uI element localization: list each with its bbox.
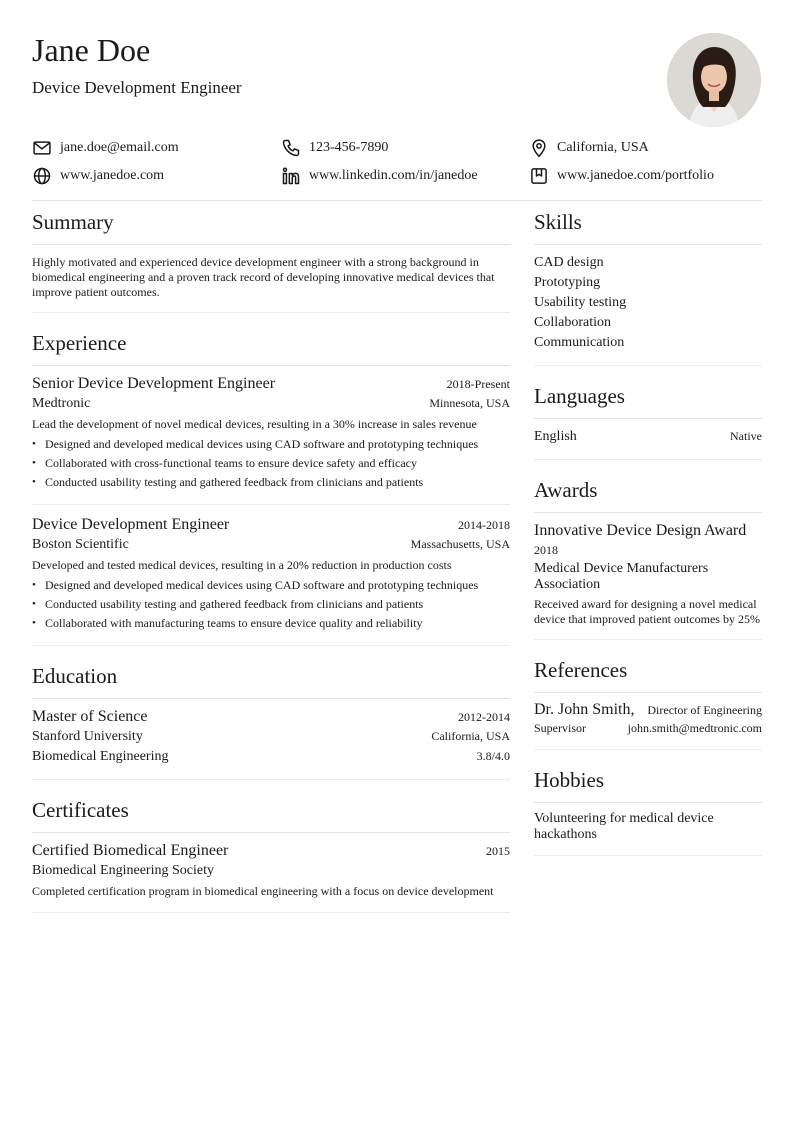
certificates-section (32, 794, 510, 913)
field-of-study: Biomedical Engineering (32, 749, 169, 764)
reference-email[interactable]: john.smith@medtronic.com (627, 721, 762, 735)
gpa: 3.8/4.0 (476, 749, 510, 763)
location-text: California, USA (557, 140, 649, 155)
contact-linkedin[interactable] (281, 166, 529, 186)
contact-email[interactable] (32, 138, 281, 158)
section-title: Hobbies (534, 764, 762, 803)
phone-icon (281, 138, 301, 158)
linkedin-text: www.linkedin.com/in/janedoe (309, 168, 478, 183)
right-column (534, 206, 762, 856)
hobbies-section (534, 764, 762, 856)
section-title: Summary (32, 206, 510, 245)
skills-section (534, 206, 762, 366)
school: Stanford University (32, 729, 143, 744)
mail-icon (32, 138, 52, 158)
section-title: Skills (534, 206, 762, 245)
section-title: Certificates (32, 794, 510, 833)
avatar (667, 33, 761, 127)
experience-entry (32, 374, 510, 504)
job-bullets (32, 435, 510, 492)
summary-section (32, 206, 510, 313)
contact-location (529, 138, 649, 158)
email-text: jane.doe@email.com (60, 140, 179, 155)
list-item: • Designed and developed medical devices using CAD software and prototyping techniques (32, 435, 510, 454)
certificate-name: Certified Biomedical Engineer (32, 842, 229, 859)
section-title: References (534, 654, 762, 693)
job-dates: 2014-2018 (458, 518, 510, 532)
website-text: www.janedoe.com (60, 168, 165, 183)
award-name: Innovative Device Design Award (534, 522, 747, 539)
references-section (534, 654, 762, 750)
linkedin-icon (281, 166, 301, 186)
education-section (32, 660, 510, 780)
certificate-issuer: Biomedical Engineering Society (32, 863, 214, 878)
job-company: Boston Scientific (32, 537, 129, 552)
hobby-item: Volunteering for medical device hackathons (534, 811, 714, 842)
contact-portfolio[interactable] (529, 166, 714, 186)
summary-text: Highly motivated and experienced device development engineer with a strong background in biomedical engineering and a proven track record of developing innovative medical devices that improve patient outcomes. (32, 255, 495, 299)
reference-position: Director of Engineering (647, 703, 762, 717)
contact-website[interactable] (32, 166, 281, 186)
section-title: Languages (534, 380, 762, 419)
certificate-year: 2015 (486, 844, 510, 858)
reference-relation: Supervisor (534, 721, 586, 735)
list-item: • Conducted usability testing and gathered feedback from clinicians and patients (32, 473, 510, 492)
list-item: • Conducted usability testing and gathered feedback from clinicians and patients (32, 595, 510, 614)
job-summary: Developed and tested medical devices, resulting in a 20% reduction in production costs (32, 558, 452, 572)
award-issuer: Medical Device Manufacturers Association (534, 561, 709, 592)
languages-section (534, 380, 762, 460)
job-dates: 2018-Present (446, 377, 510, 391)
bookmark-icon (529, 166, 549, 186)
award-year: 2018 (534, 543, 558, 557)
job-summary: Lead the development of novel medical devices, resulting in a 30% increase in sales revenue (32, 417, 477, 431)
skill-item: CAD design (534, 255, 604, 270)
globe-icon (32, 166, 52, 186)
language-name: English (534, 429, 577, 444)
degree: Master of Science (32, 708, 148, 725)
reference-name: Dr. John Smith, (534, 701, 635, 718)
section-title: Experience (32, 327, 510, 366)
resume-header (32, 30, 632, 98)
job-location: Minnesota, USA (429, 396, 510, 410)
left-column (32, 206, 510, 913)
list-item: • Collaborated with manufacturing teams to ensure device quality and reliability (32, 614, 510, 633)
skill-item: Usability testing (534, 295, 627, 310)
phone-text: 123-456-7890 (309, 140, 389, 155)
header-divider (32, 200, 762, 201)
experience-section (32, 327, 510, 646)
portfolio-text: www.janedoe.com/portfolio (557, 168, 714, 183)
language-level: Native (730, 429, 762, 443)
location-pin-icon (529, 138, 549, 158)
job-bullets (32, 576, 510, 633)
experience-entry (32, 504, 510, 645)
education-dates: 2012-2014 (458, 710, 510, 724)
skill-item: Collaboration (534, 315, 611, 330)
contact-info (32, 134, 772, 190)
job-location: Massachusetts, USA (410, 537, 510, 551)
awards-section (534, 474, 762, 640)
job-role: Senior Device Development Engineer (32, 375, 276, 392)
section-title: Awards (534, 474, 762, 513)
section-title: Education (32, 660, 510, 699)
profile-photo (667, 33, 761, 127)
school-location: California, USA (431, 729, 510, 743)
job-company: Medtronic (32, 396, 91, 411)
candidate-title: Device Development Engineer (32, 78, 242, 97)
skill-item: Prototyping (534, 275, 601, 290)
list-item: • Designed and developed medical devices using CAD software and prototyping techniques (32, 576, 510, 595)
candidate-name: Jane Doe (32, 32, 151, 68)
job-role: Device Development Engineer (32, 516, 230, 533)
skill-item: Communication (534, 335, 625, 350)
list-item: • Collaborated with cross-functional teams to ensure device safety and efficacy (32, 454, 510, 473)
certificate-description: Completed certification program in biomedical engineering with a focus on device development (32, 884, 494, 898)
contact-phone[interactable] (281, 138, 529, 158)
award-description: Received award for designing a novel medical device that improved patient outcomes by 25% (534, 597, 760, 626)
